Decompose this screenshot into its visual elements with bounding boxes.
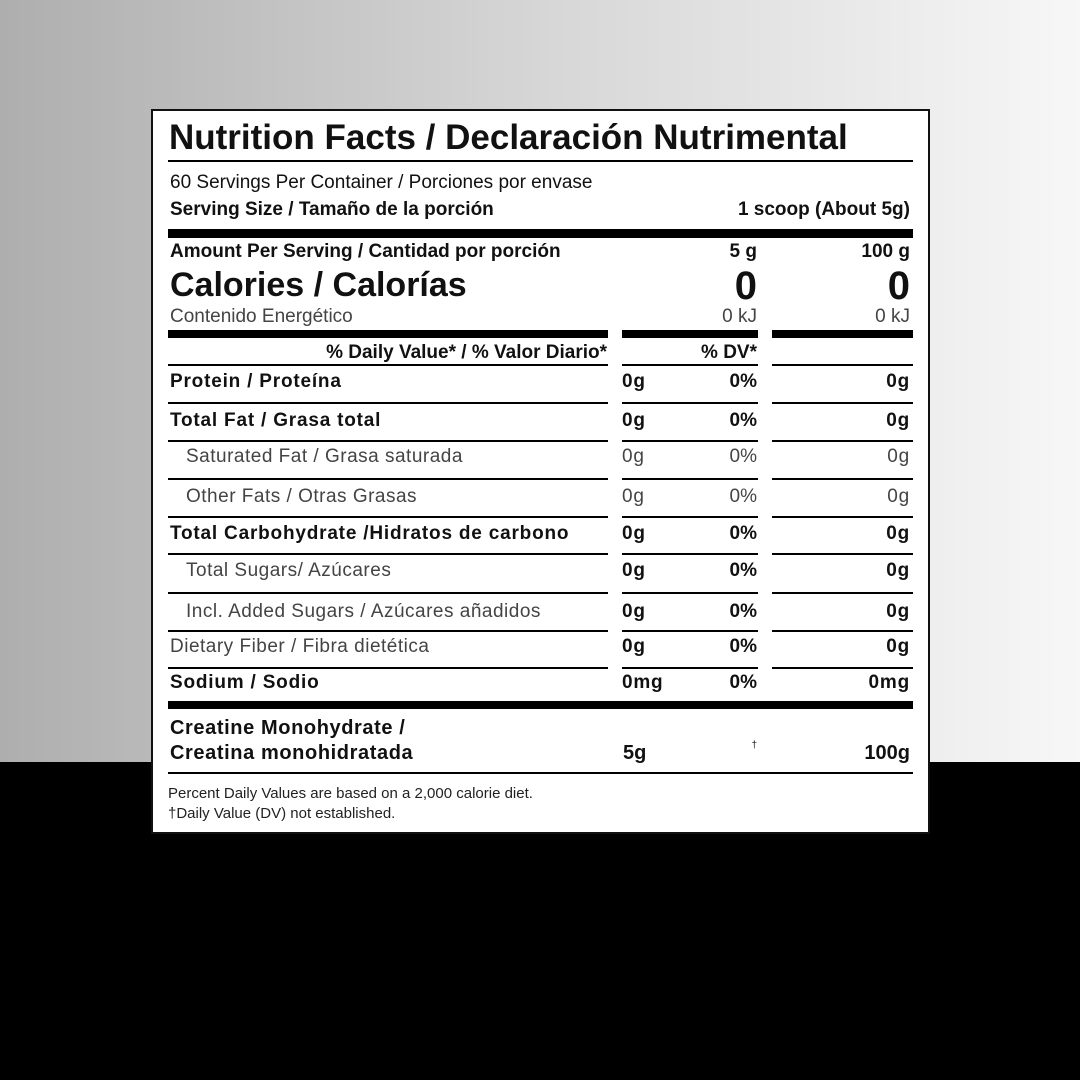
nutrient-label: Total Carbohydrate /Hidratos de carbono bbox=[170, 523, 570, 544]
row-divider bbox=[168, 630, 608, 632]
row-divider bbox=[168, 402, 608, 404]
nutrient-amount-5g: 0g bbox=[622, 601, 646, 622]
nutrient-amount-100g: 0g bbox=[886, 601, 910, 622]
nutrient-dv: 0% bbox=[729, 601, 757, 622]
thick-divider bbox=[168, 229, 913, 238]
nutrient-label: Saturated Fat / Grasa saturada bbox=[186, 446, 463, 467]
row-divider bbox=[168, 592, 608, 594]
row-divider bbox=[622, 402, 758, 404]
nutrient-amount-100g: 0mg bbox=[868, 672, 910, 693]
nutrient-amount-100g: 0g bbox=[886, 371, 910, 392]
energy-100g: 0 kJ bbox=[875, 306, 910, 327]
row-divider bbox=[168, 478, 608, 480]
nutrient-amount-5g: 0g bbox=[622, 371, 646, 392]
thick-divider bbox=[772, 330, 913, 338]
nutrient-label: Total Fat / Grasa total bbox=[170, 410, 382, 431]
nutrient-label: Dietary Fiber / Fibra dietética bbox=[170, 636, 430, 657]
thick-divider bbox=[168, 330, 608, 338]
divider bbox=[168, 772, 913, 774]
nutrient-amount-100g: 0g bbox=[886, 560, 910, 581]
calories-5g: 0 bbox=[734, 264, 757, 308]
row-divider bbox=[622, 592, 758, 594]
row-divider bbox=[772, 592, 913, 594]
nutrient-amount-5g: 0g bbox=[622, 446, 645, 467]
nutrient-label: Incl. Added Sugars / Azúcares añadidos bbox=[186, 601, 541, 622]
row-divider bbox=[168, 553, 608, 555]
nutrient-dv: 0% bbox=[729, 636, 757, 657]
row-divider bbox=[168, 440, 608, 442]
daily-value-header: % Daily Value* / % Valor Diario* bbox=[326, 342, 607, 363]
column-header-5g: 5 g bbox=[729, 241, 757, 262]
serving-size-value: 1 scoop (About 5g) bbox=[737, 199, 910, 220]
nutrient-amount-5g: 0g bbox=[622, 560, 646, 581]
nutrient-amount-100g: 0g bbox=[887, 446, 910, 467]
nutrient-amount-100g: 0g bbox=[887, 486, 910, 507]
row-divider bbox=[622, 630, 758, 632]
nutrient-amount-5g: 0g bbox=[622, 486, 645, 507]
row-divider bbox=[168, 364, 608, 366]
creatine-100g: 100g bbox=[864, 742, 910, 764]
footnote-dv: Percent Daily Values are based on a 2,000 calorie diet. bbox=[168, 785, 533, 802]
nutrient-amount-5g: 0mg bbox=[622, 672, 664, 693]
nutrient-label: Total Sugars/ Azúcares bbox=[186, 560, 392, 581]
row-divider bbox=[772, 630, 913, 632]
row-divider bbox=[168, 667, 608, 669]
row-divider bbox=[622, 516, 758, 518]
row-divider bbox=[772, 440, 913, 442]
nutrient-dv: 0% bbox=[729, 560, 757, 581]
nutrient-dv: 0% bbox=[729, 410, 757, 431]
divider bbox=[168, 160, 913, 162]
energy-5g: 0 kJ bbox=[722, 306, 757, 327]
dv-short-header: % DV* bbox=[701, 342, 757, 363]
nutrient-amount-100g: 0g bbox=[886, 523, 910, 544]
row-divider bbox=[168, 516, 608, 518]
nutrient-dv: 0% bbox=[729, 371, 757, 392]
nutrient-dv: 0% bbox=[729, 523, 757, 544]
row-divider bbox=[772, 364, 913, 366]
energy-label: Contenido Energético bbox=[170, 306, 353, 327]
nutrient-amount-5g: 0g bbox=[622, 523, 646, 544]
row-divider bbox=[772, 667, 913, 669]
creatine-dv: † bbox=[751, 740, 757, 751]
nutrient-dv: 0% bbox=[729, 446, 757, 467]
nutrient-label: Protein / Proteína bbox=[170, 371, 342, 392]
row-divider bbox=[622, 478, 758, 480]
creatine-label-en: Creatine Monohydrate / bbox=[170, 717, 406, 739]
nutrient-amount-100g: 0g bbox=[886, 636, 910, 657]
creatine-5g: 5g bbox=[623, 742, 647, 764]
nutrient-dv: 0% bbox=[729, 486, 757, 507]
nutrient-amount-5g: 0g bbox=[622, 410, 646, 431]
nutrient-dv: 0% bbox=[729, 672, 757, 693]
thick-divider bbox=[168, 701, 913, 709]
calories-100g: 0 bbox=[887, 264, 910, 308]
footnote-dagger: †Daily Value (DV) not established. bbox=[168, 805, 396, 822]
row-divider bbox=[622, 364, 758, 366]
row-divider bbox=[622, 440, 758, 442]
serving-size-label: Serving Size / Tamaño de la porción bbox=[170, 199, 494, 220]
thick-divider bbox=[622, 330, 758, 338]
calories-label: Calories / Calorías bbox=[170, 266, 467, 304]
nutrient-amount-5g: 0g bbox=[622, 636, 646, 657]
label-title: Nutrition Facts / Declaración Nutrimental bbox=[169, 118, 848, 157]
row-divider bbox=[772, 478, 913, 480]
row-divider bbox=[772, 553, 913, 555]
row-divider bbox=[772, 402, 913, 404]
amount-per-serving: Amount Per Serving / Cantidad por porción bbox=[170, 241, 561, 262]
column-header-100g: 100 g bbox=[861, 241, 910, 262]
servings-per-container: 60 Servings Per Container / Porciones por envase bbox=[170, 172, 593, 193]
row-divider bbox=[772, 516, 913, 518]
nutrient-label: Sodium / Sodio bbox=[170, 672, 320, 693]
nutrient-label: Other Fats / Otras Grasas bbox=[186, 486, 418, 507]
row-divider bbox=[622, 553, 758, 555]
nutrient-amount-100g: 0g bbox=[886, 410, 910, 431]
row-divider bbox=[622, 667, 758, 669]
creatine-label-es: Creatina monohidratada bbox=[170, 742, 414, 764]
